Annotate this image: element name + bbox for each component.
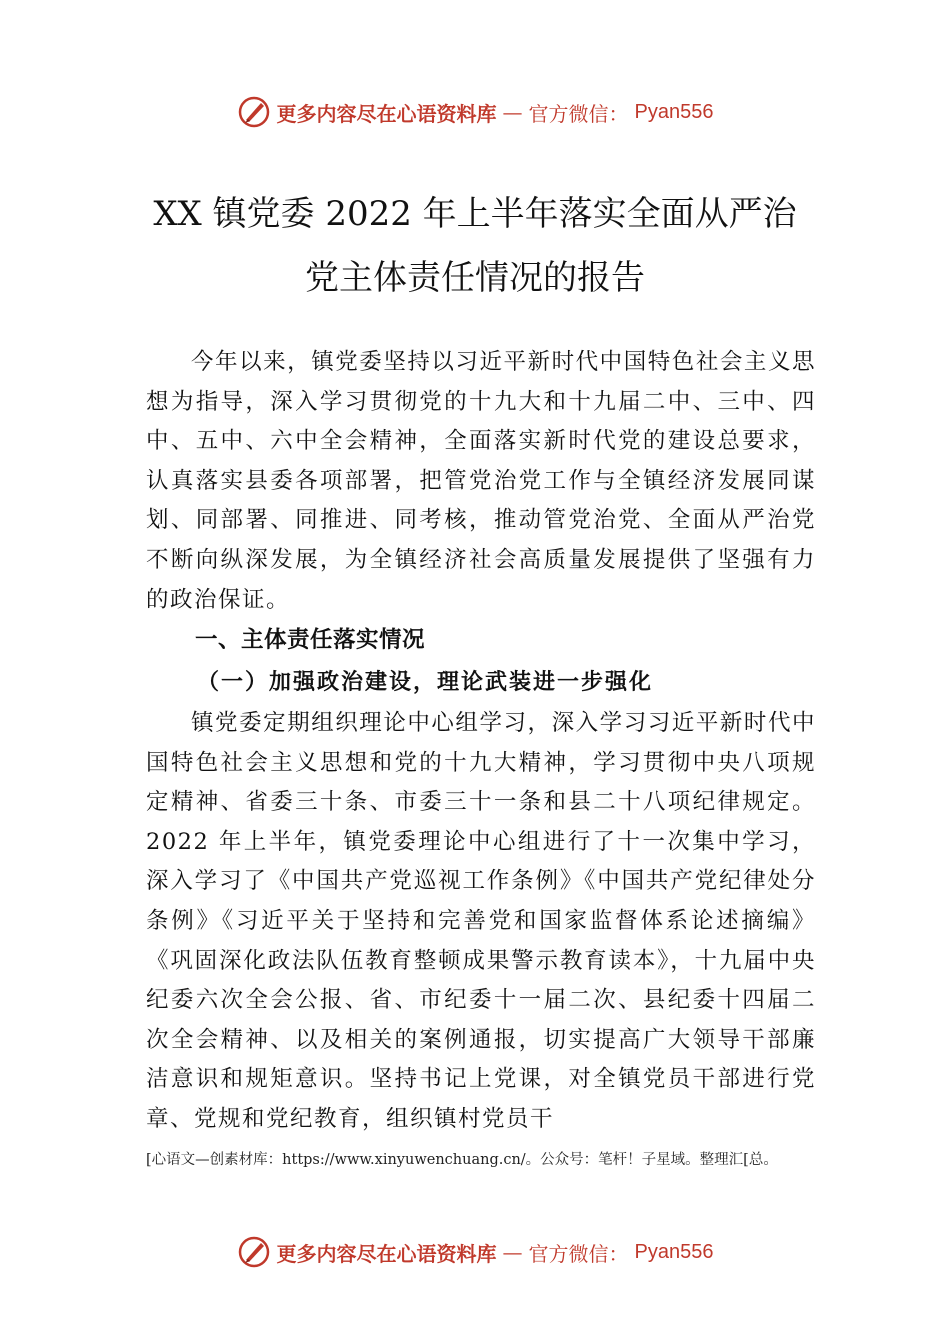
- banner-wechat-handle: Pyan556: [634, 100, 714, 123]
- source-note: [心语文—创素材库：https://www.xinyuwenchuang.cn/。公众号：笔杆！子星域。整理汇[总。: [146, 1152, 778, 1168]
- intro-paragraph: 今年以来，镇党委坚持以习近平新时代中国特色社会主义思想为指导，深入学习贯彻党的十九大和十九届二中、三中、四中、五中、六中全会精神，全面落实新时代党的建设总要求，认真落实县委各项部署，把管党治党工作与全镇经济发展同谋划、同部署、同推进、同考核，推动管党治党、全面从严治党不断向纵深发展，为全镇经济社会高质量发展提供了坚强有力的政治保证。: [146, 349, 816, 613]
- brush-pen-logo-icon: [237, 95, 271, 129]
- banner-slogan: 更多内容尽在心语资料库: [276, 101, 497, 126]
- header-banner: [0, 92, 950, 132]
- banner-wechat-label: 官方微信：: [528, 1241, 629, 1266]
- banner-slogan: 更多内容尽在心语资料库: [276, 1241, 497, 1266]
- brush-pen-logo-icon: [237, 1235, 271, 1269]
- banner-wechat-handle: Pyan556: [634, 1240, 714, 1263]
- banner-dash: —: [502, 100, 523, 124]
- body-paragraph: 镇党委定期组织理论中心组学习，深入学习习近平新时代中国特色社会主义思想和党的十九大精神，学习贯彻中央八项规定精神、省委三十条、市委三十一条和县二十八项纪律规定。2022 年上半年，镇党委理论中心组进行了十一次集中学习，深入学习了《中国共产党巡视工作条例》《中国共产党纪律处分条例》《习近平关于坚持和完善党和国家监督体系论述摘编》《巩固深化政法队伍教育整顿成果警示教育读本》，十九届中央纪委六次全会公报、省、市纪委十一届二次、县纪委十四届二次全会精神、以及相关的案例通报，切实提高广大领导干部廉洁意识和规矩意识。坚持书记上党课，对全镇党员干部进行党章、党规和党纪教育，组织镇村党员干: [146, 710, 816, 1132]
- footer-banner: [0, 1232, 950, 1272]
- banner-wechat-label: 官方微信：: [528, 101, 629, 126]
- document-title-line2: 党主体责任情况的报告: [305, 258, 645, 298]
- section-heading: 一、主体责任落实情况: [195, 627, 426, 653]
- document-title-line1: XX 镇党委 2022 年上半年落实全面从严治: [153, 194, 797, 234]
- subsection-heading: （一）加强政治建设，理论武装进一步强化: [197, 669, 654, 695]
- banner-dash: —: [502, 1240, 523, 1264]
